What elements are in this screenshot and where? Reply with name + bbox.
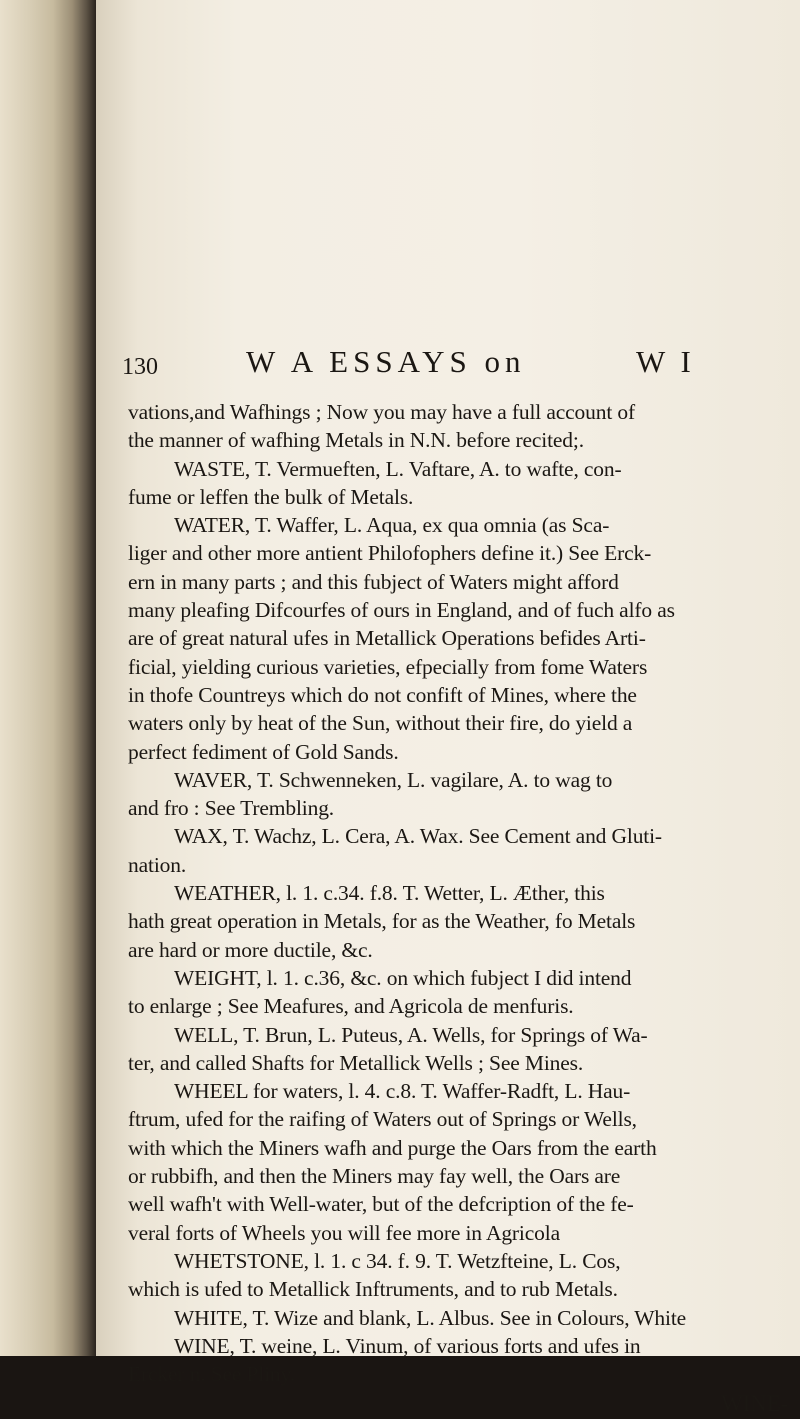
text-line: are of great natural ufes in Metallick Operations befides Arti- <box>128 626 646 651</box>
book-page <box>96 0 800 1417</box>
glossary-text <box>128 398 788 1419</box>
text-line: to enlarge ; See Meafures, and Agricola de menfuris. <box>128 994 574 1019</box>
text-line: fume or leffen the bulk of Metals. <box>128 484 414 509</box>
entry-white: WHITE, T. Wize and blank, L. Albus. See in Colours, White <box>174 1305 687 1330</box>
text-line: ter, and called Shafts for Metallick Wells ; See Mines. <box>128 1050 584 1075</box>
text-line: ftrum, ufed for the raifing of Waters out of Springs or Wells, <box>128 1107 637 1132</box>
page-number: 130 <box>122 354 158 380</box>
entry-wine: WINE, T. weine, L. Vinum, of various forts and ufes in <box>174 1333 641 1358</box>
entry-waver: WAVER, T. Schwenneken, L. vagilare, A. to wag to <box>174 767 613 792</box>
text-line: the manner of wafhing Metals in N.N. before recited;. <box>128 428 584 453</box>
running-title: W A ESSAYS on <box>246 344 526 379</box>
entry-weight: WEIGHT, l. 1. c.36, &c. on which fubject I did intend <box>174 965 632 990</box>
text-line: waters only by heat of the Sun, without their fire, do yield a <box>128 711 633 736</box>
text-line: vations,and Wafhings ; Now you may have a full account of <box>128 400 635 424</box>
text-line: or rubbifh, and then the Miners may fay well, the Oars are <box>128 1164 621 1189</box>
text-line: well wafh't with Well-water, but of the defcription of the fe- <box>128 1192 634 1217</box>
text-line: hath great operation in Metals, for as the Weather, fo Metals <box>128 909 636 934</box>
text-line: and fro : See Trembling. <box>128 796 335 821</box>
text-line: perfect fediment of Gold Sands. <box>128 739 399 764</box>
entry-wheel: WHEEL for waters, l. 4. c.8. T. Waffer-Radft, L. Hau- <box>174 1079 631 1104</box>
book-spine-edge <box>0 0 96 1356</box>
entry-wax: WAX, T. Wachz, L. Cera, A. Wax. See Cement and Gluti- <box>174 824 662 849</box>
entry-whetstone: WHETSTONE, l. 1. c 34. f. 9. T. Wetzfteine, L. Cos, <box>174 1248 621 1273</box>
entry-well: WELL, T. Brun, L. Puteus, A. Wells, for Springs of Wa- <box>174 1022 648 1047</box>
text-line: nation. <box>128 852 187 877</box>
text-line: many pleafing Difcourfes of ours in England, and of fuch alfo as <box>128 598 675 623</box>
text-line: are hard or more ductile, &c. <box>128 937 373 962</box>
catchword: WINE- <box>721 1391 788 1417</box>
text-line: ficial, yielding curious varieties, efpecially from fome Waters <box>128 654 648 679</box>
entry-waste: WASTE, T. Vermueften, L. Vaftare, A. to wafte, con- <box>174 456 622 481</box>
text-line: Ercker n. See Pliny. <box>128 1362 295 1387</box>
text-line: in thofe Countreys which do not confift of Mines, where the <box>128 682 637 707</box>
running-head <box>122 344 782 384</box>
entry-water: WATER, T. Waffer, L. Aqua, ex qua omnia (as Sca- <box>174 513 610 538</box>
text-line: with which the Miners wafh and purge the Oars from the earth <box>128 1135 657 1160</box>
text-line: which is ufed to Metallick Inftruments, and to rub Metals. <box>128 1277 618 1302</box>
text-line: liger and other more antient Philofophers define it.) See Erck- <box>128 541 652 566</box>
text-line: veral forts of Wheels you will fee more in Agricola <box>128 1220 560 1245</box>
running-section: W I <box>636 344 695 379</box>
entry-weather: WEATHER, l. 1. c.34. f.8. T. Wetter, L. Æther, this <box>174 881 605 906</box>
text-line: ern in many parts ; and this fubject of Waters might afford <box>128 569 619 594</box>
